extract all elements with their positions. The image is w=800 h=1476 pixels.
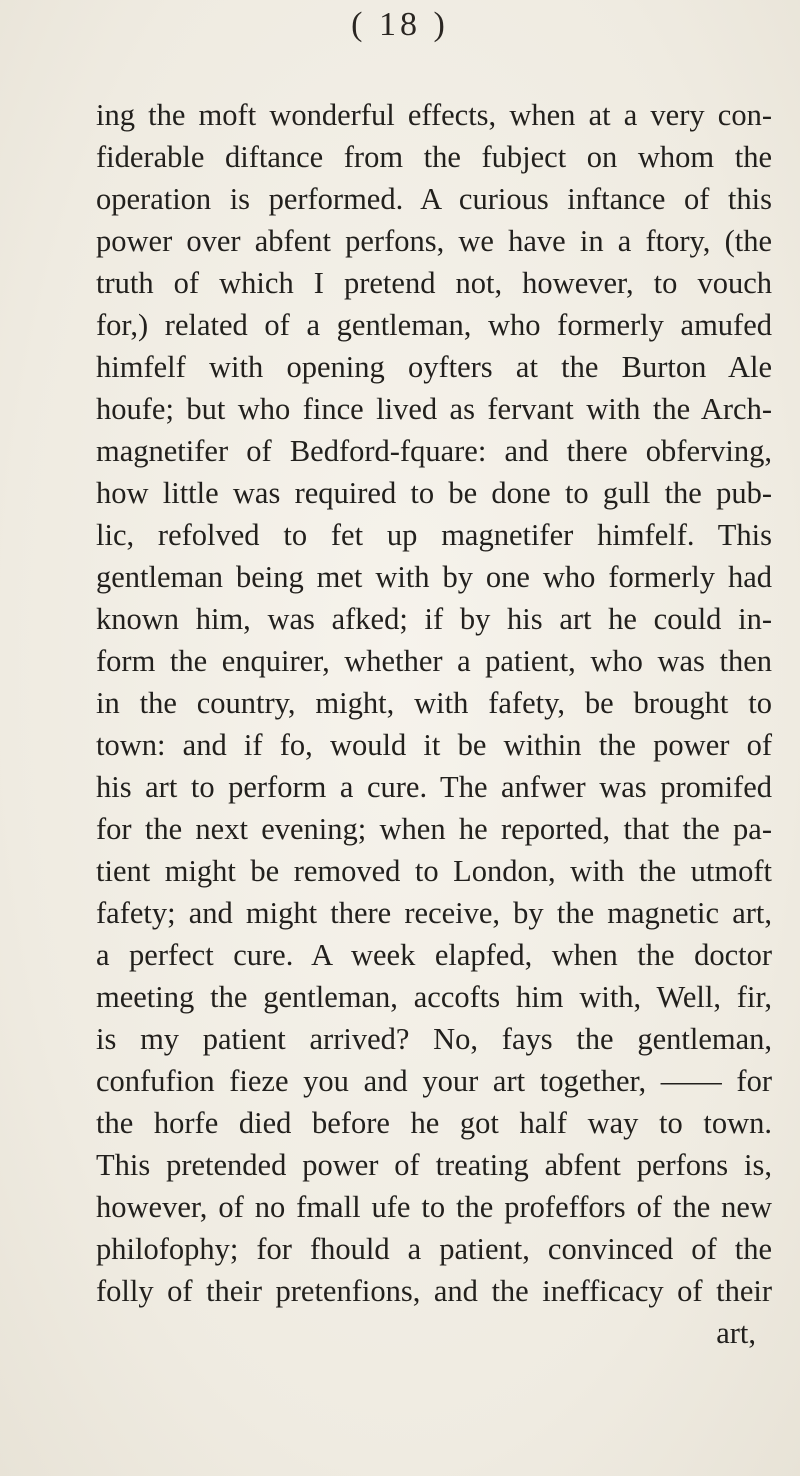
text-line: power over abfent perfons, we have in a ftory, (the [96, 224, 772, 258]
text-line: fiderable diftance from the fubject on whom the [96, 140, 772, 174]
catchword: art, [716, 1316, 756, 1350]
text-line: fafety; and might there receive, by the magnetic art, [96, 896, 772, 930]
text-line: lic, refolved to fet up magnetifer himfelf. This [96, 518, 772, 552]
text-line: magnetifer of Bedford-fquare: and there obferving, [96, 434, 772, 468]
text-line: in the country, might, with fafety, be brought to [96, 686, 772, 720]
text-line: how little was required to be done to gull the pub- [96, 476, 772, 510]
text-line: his art to perform a cure. The anfwer was promifed [96, 770, 772, 804]
body-text [96, 94, 772, 1354]
text-line: for,) related of a gentleman, who formerly amufed [96, 308, 772, 342]
page-number: ( 18 ) [351, 6, 449, 43]
text-line: the horfe died before he got half way to town. [96, 1106, 772, 1140]
text-line: known him, was afked; if by his art he could in- [96, 602, 772, 636]
text-line: for the next evening; when he reported, that the pa- [96, 812, 772, 846]
text-line: a perfect cure. A week elapfed, when the doctor [96, 938, 772, 972]
text-line: houfe; but who fince lived as fervant with the Arch- [96, 392, 772, 426]
text-line: ing the moft wonderful effects, when at a very con- [96, 98, 772, 132]
text-line: operation is performed. A curious inftance of this [96, 182, 772, 216]
text-line: himfelf with opening oyfters at the Burton Ale [96, 350, 772, 384]
text-line: gentleman being met with by one who formerly had [96, 560, 772, 594]
text-line: philofophy; for fhould a patient, convinced of the [96, 1232, 772, 1266]
text-line: form the enquirer, whether a patient, who was then [96, 644, 772, 678]
text-line: This pretended power of treating abfent perfons is, [96, 1148, 772, 1182]
text-line: truth of which I pretend not, however, to vouch [96, 266, 772, 300]
text-line: however, of no fmall ufe to the profeffors of the new [96, 1190, 772, 1224]
text-line: tient might be removed to London, with the utmoft [96, 854, 772, 888]
text-line: folly of their pretenfions, and the inefficacy of their [96, 1274, 772, 1308]
text-line: confufion fieze you and your art together, —— for [96, 1064, 772, 1098]
text-line: town: and if fo, would it be within the power of [96, 728, 772, 762]
text-line: meeting the gentleman, accofts him with, Well, fir, [96, 980, 772, 1014]
text-line: is my patient arrived? No, fays the gentleman, [96, 1022, 772, 1056]
